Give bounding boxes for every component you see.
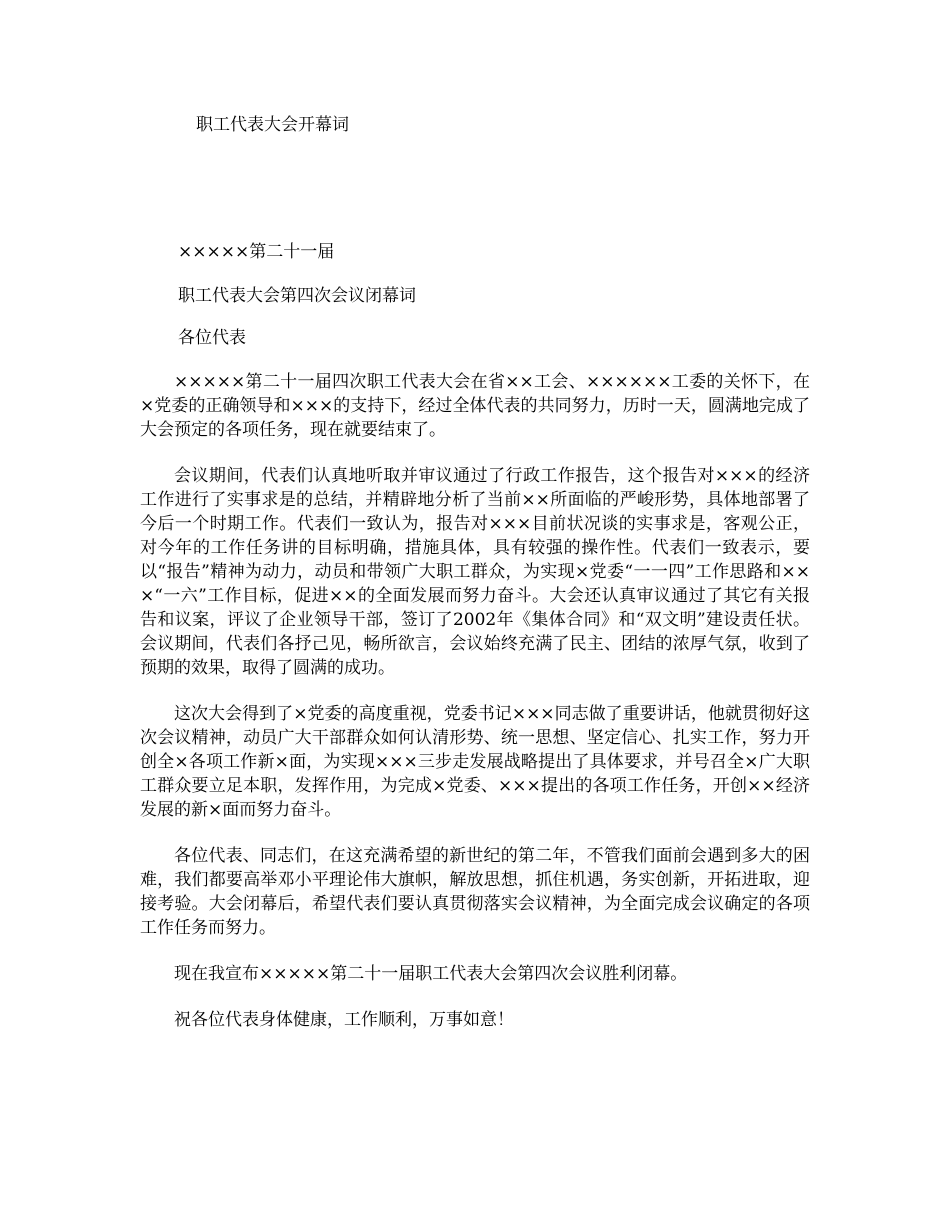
paragraph-call-to-action: 各位代表、同志们，在这充满希望的新世纪的第二年，不管我们面前会遇到多大的困难，我们都要高举邓小平理论伟大旗帜，解放思想，抓住机遇，务实创新，开拓进取，迎接考验。大会闭幕后，希望代表们要认真贯彻落实会议精神，为全面完成会议确定的各项工作任务而努力。 [140,846,810,938]
paragraph-meeting-summary: 会议期间，代表们认真地听取并审议通过了行政工作报告，这个报告对×××的经济工作进行了实事求是的总结，并精辟地分析了当前××所面临的严峻形势，具体地部署了今后一个时期工作。代表们一致认为，报告对×××目前状况谈的实事求是，客观公正，对今年的工作任务讲的目标明确，措施具体，具有较强的操作性。代表们一致表示，要以“报告”精神为动力，动员和带领广大职工群众，为实现×党委“一一四”工作思路和×××“一六”工作目标，促进××的全面发展而努力奋斗。大会还认真审议通过了其它有关报告和议案，评议了企业领导干部，签订了2002年《集体合同》和“双文明”建设责任状。会议期间，代表们各抒己见，畅所欲言，会议始终充满了民主、团结的浓厚气氛，收到了预期的效果，取得了圆满的成功。 [140,466,810,678]
document-subtitle: 职工代表大会第四次会议闭幕词 [178,286,416,306]
document-body [140,370,810,1054]
paragraph-opening: ×××××第二十一届四次职工代表大会在省××工会、××××××工委的关怀下，在×党委的正确领导和×××的支持下，经过全体代表的共同努力，历时一天，圆满地完成了大会预定的各项任务，现在就要结束了。 [140,372,810,440]
document-title: 职工代表大会开幕词 [196,115,349,135]
salutation: 各位代表 [178,328,246,348]
paragraph-closing-wishes: 祝各位代表身体健康，工作顺利，万事如意！ [174,1010,514,1030]
paragraph-declaration: 现在我宣布×××××第二十一届职工代表大会第四次会议胜利闭幕。 [174,964,688,984]
paragraph-party-attention: 这次大会得到了×党委的高度重视，党委书记×××同志做了重要讲话，他就贯彻好这次会议精神，动员广大干部群众如何认清形势、统一思想、坚定信心、扎实工作，努力开创全×各项工作新×面，为实现×××三步走发展战略提出了具体要求，并号召全×广大职工群众要立足本职，发挥作用，为完成×党委、×××提出的各项工作任务，开创××经济发展的新×面而努力奋斗。 [140,704,810,820]
session-line: ×××××第二十一届 [178,242,335,262]
